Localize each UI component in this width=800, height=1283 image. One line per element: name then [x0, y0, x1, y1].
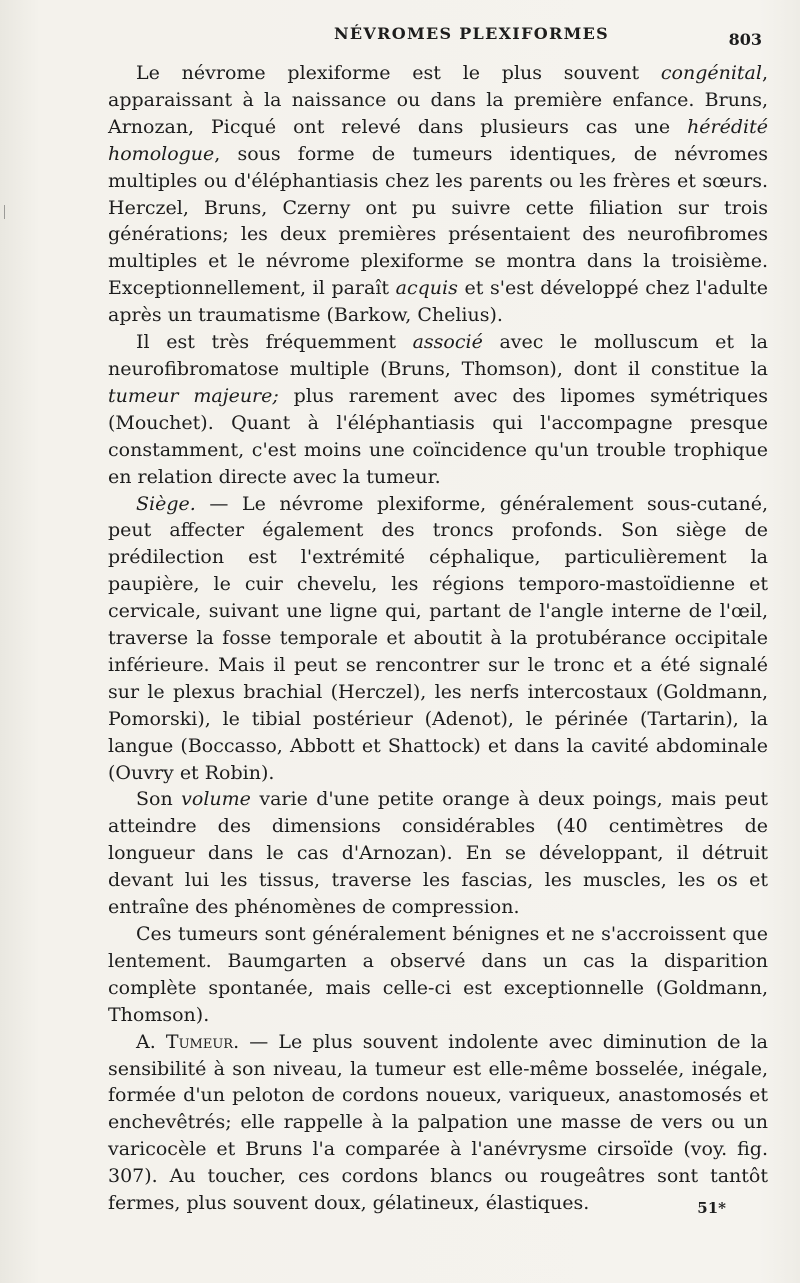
section-heading: Siège. [136, 492, 196, 515]
italic-term: congénital [660, 62, 762, 84]
body-text [108, 60, 768, 1217]
text-run: — Le plus souvent indolente avec diminution de la sensibilité à son niveau, la tumeur est elle-même bosselée, inégale, formée d'un peloton de cordons noueux, variqueux, anastomosés et enchevêtrés; elle rappelle à la palpation une masse de vers ou un varicocèle et Bruns l'a comparée à l'anévrysme cirsoïde (voy. fig. 307). Au toucher, ces cordons blancs ou rougeâtres sont tantôt fermes, plus souvent doux, gélatineux, élastiques. [108, 1030, 768, 1215]
paragraph-benignes: Ces tumeurs sont généralement bénignes et ne s'accroissent que lentement. Baumgarten a observé dans un cas la disparition complète spontanée, mais celle-ci est exceptionnelle (Goldmann, Thomson). [108, 923, 768, 1026]
italic-term: hérédité homologue [108, 115, 768, 165]
text-run: , sous forme de tumeurs identiques, de névromes multiples ou d'éléphantiasis chez les parents ou les frères et sœurs. Herczel, Bruns, Czerny ont pu suivre cette filiation sur trois générations; les deux premières présentaient des neurofibromes multiples et le névrome plexiforme se montra dans la troisième. Exceptionnellement, il paraît [108, 142, 768, 300]
margin-mark [4, 205, 13, 219]
signature-mark: 51* [697, 1199, 726, 1217]
page-number: 803 [728, 30, 762, 49]
page-header [110, 22, 770, 52]
italic-term: tumeur majeure; [108, 384, 279, 407]
text-run: Son [136, 788, 182, 811]
text-run: Il est très fréquemment [136, 331, 413, 354]
text-run: , apparaissant à la naissance ou dans la première enfance. Bruns, Arnozan, Picqué ont relevé dans plusieurs cas une [108, 62, 768, 138]
text-run: varie d'une petite orange à deux poings, mais peut atteindre des dimensions considérables (40 centimètres de longueur dans le cas d'Arnozan). En se développant, il détruit devant lui les tissus, traverse les fascias, les muscles, les os et entraîne des phénomènes de compression. [108, 788, 769, 919]
paragraph-siege [108, 491, 768, 787]
text-run: et s'est développé chez l'adulte après un traumatisme (Barkow, Chelius). [108, 277, 768, 327]
text-run: Le névrome plexiforme est le plus souvent [136, 62, 661, 84]
paragraph-tumeur [108, 1029, 768, 1217]
text-run: A. [136, 1030, 166, 1053]
italic-term: acquis [395, 277, 458, 300]
italic-term: associé [412, 331, 483, 354]
paragraph-volume [108, 786, 768, 921]
text-run: avec le molluscum et la neurofibromatose multiple (Bruns, Thomson), dont il constitue la [108, 331, 769, 380]
text-run: — Le névrome plexiforme, généralement sous-cutané, peut affecter également des troncs profonds. Son siège de prédilection est l'extrémité céphalique, particulièrement la paupière, le cuir chevelu, les régions temporo-mastoïdienne et cervicale, suivant une ligne qui, partant de l'angle interne de l'œil, traverse la fosse temporale et aboutit à la protubérance occipitale inférieure. Mais il peut se rencontrer sur le tronc et a été signalé sur le plexus brachial (Herczel), les nerfs intercostaux (Goldmann, Pomorski), le tibial postérieur (Adenot), le périnée (Tartarin), la langue (Boccasso, Abbott et Shattock) et dans la cavité abdominale (Ouvry et Robin). [108, 492, 768, 784]
paragraph-associe [108, 329, 768, 490]
section-heading: Tumeur. [165, 1030, 240, 1053]
text-run: plus rarement avec des lipomes symétriques (Mouchet). Quant à l'éléphantiasis qui l'accompagne presque constamment, c'est moins une coïncidence qu'un trouble trophique en relation directe avec la tumeur. [108, 384, 769, 488]
running-title: NÉVROMES PLEXIFORMES [334, 24, 609, 43]
italic-term: volume [181, 788, 251, 811]
paragraph-congenital [108, 60, 768, 329]
